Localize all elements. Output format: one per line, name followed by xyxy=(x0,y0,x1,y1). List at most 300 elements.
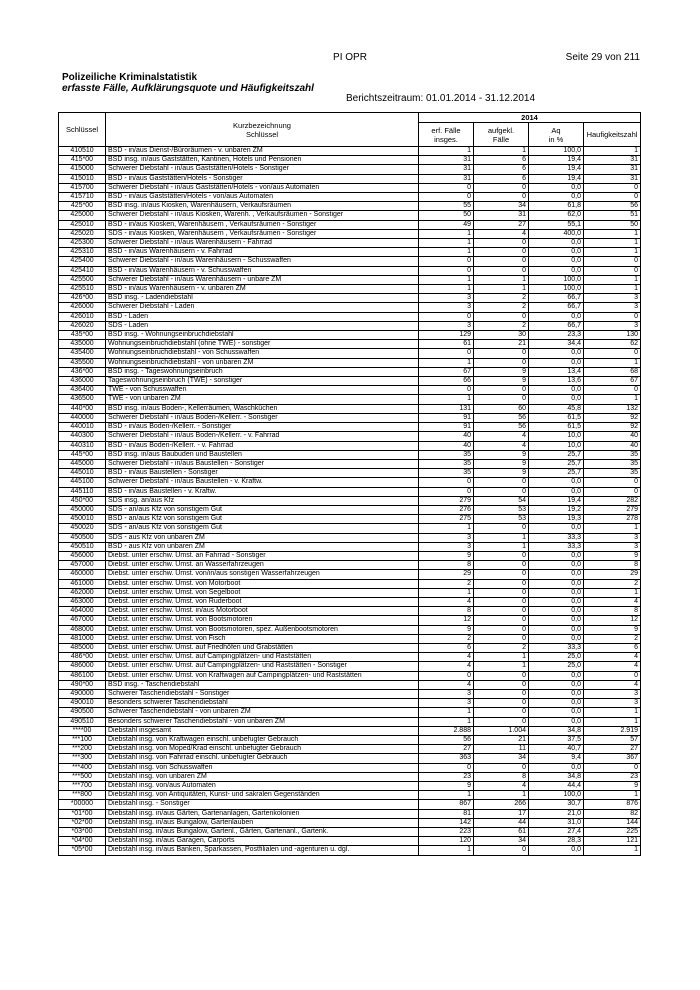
row-solved: 0 xyxy=(474,607,529,616)
row-description: Schwerer Diebstahl - in/aus Kiosken, Warenh. , Verkaufsräumen - Sonstiger xyxy=(106,211,419,220)
row-description: BSD - in/aus Boden-/Kellerr. - Sonstiger xyxy=(106,423,419,432)
row-clearance-rate: 66,7 xyxy=(529,321,584,330)
row-description: Diebstahl insg. von Schusswaffen xyxy=(106,763,419,772)
row-description: BSD - in/aus Dienst-/Büroräumen - v. unbaren ZM xyxy=(106,147,419,156)
row-clearance-rate: 100,0 xyxy=(529,285,584,294)
row-solved: 34 xyxy=(474,754,529,763)
row-description: SDS - an/aus Kfz von sonstigem Gut xyxy=(106,505,419,514)
row-description: BSD - in/aus Warenhäusern - v. Schusswaffen xyxy=(106,266,419,275)
table-row xyxy=(59,607,641,616)
row-frequency: 8 xyxy=(584,561,641,570)
row-frequency: 57 xyxy=(584,736,641,745)
row-clearance-rate: 0,0 xyxy=(529,616,584,625)
table-row xyxy=(59,662,641,671)
row-frequency: 1 xyxy=(584,358,641,367)
row-description: Diebstahl insg. von unbaren ZM xyxy=(106,772,419,781)
row-key: 440300 xyxy=(59,432,106,441)
row-clearance-rate: 0,0 xyxy=(529,680,584,689)
row-clearance-rate: 61,5 xyxy=(529,413,584,422)
row-cases: 1 xyxy=(419,524,474,533)
row-solved: 0 xyxy=(474,708,529,717)
row-clearance-rate: 34,8 xyxy=(529,726,584,735)
report-subtitle: erfasste Fälle, Aufklärungsquote und Häufigkeitszahl xyxy=(62,83,314,94)
row-solved: 21 xyxy=(474,340,529,349)
row-frequency: 92 xyxy=(584,423,641,432)
row-frequency: 29 xyxy=(584,570,641,579)
row-solved: 0 xyxy=(474,524,529,533)
table-row xyxy=(59,542,641,551)
row-frequency: 8 xyxy=(584,607,641,616)
table-row xyxy=(59,533,641,542)
row-solved: 1 xyxy=(474,285,529,294)
table-row xyxy=(59,726,641,735)
row-solved: 2 xyxy=(474,303,529,312)
table-row xyxy=(59,331,641,340)
row-clearance-rate: 25,0 xyxy=(529,662,584,671)
row-cases: 0 xyxy=(419,349,474,358)
row-key: 436400 xyxy=(59,386,106,395)
table-row xyxy=(59,266,641,275)
table-row xyxy=(59,754,641,763)
row-cases: 120 xyxy=(419,837,474,846)
row-description: Diebst. unter erschw. Umst. von/in/aus sonstigen Wasserfahrzeugen xyxy=(106,570,419,579)
row-clearance-rate: 0,0 xyxy=(529,395,584,404)
row-cases: 35 xyxy=(419,450,474,459)
row-frequency: 68 xyxy=(584,367,641,376)
row-key: *03*00 xyxy=(59,828,106,837)
row-clearance-rate: 0,0 xyxy=(529,671,584,680)
row-key: ***400 xyxy=(59,763,106,772)
row-frequency: 278 xyxy=(584,515,641,524)
row-cases: 1 xyxy=(419,846,474,855)
row-key: 445110 xyxy=(59,487,106,496)
row-clearance-rate: 31,0 xyxy=(529,818,584,827)
row-key: ****00 xyxy=(59,726,106,735)
row-clearance-rate: 13,4 xyxy=(529,367,584,376)
row-cases: 275 xyxy=(419,515,474,524)
row-cases: 67 xyxy=(419,367,474,376)
row-description: Diebstahl insg. in/aus Garagen, Carports xyxy=(106,837,419,846)
row-cases: 0 xyxy=(419,266,474,275)
row-cases: 1 xyxy=(419,791,474,800)
row-cases: 1 xyxy=(419,395,474,404)
row-frequency: 67 xyxy=(584,377,641,386)
row-solved: 8 xyxy=(474,772,529,781)
column-header-frequency: Haufigkeitszahl xyxy=(584,123,641,147)
row-clearance-rate: 0,0 xyxy=(529,358,584,367)
row-frequency: 1 xyxy=(584,239,641,248)
row-frequency: 225 xyxy=(584,828,641,837)
row-frequency: 0 xyxy=(584,478,641,487)
row-description: Diebstahl insg. - Sonstiger xyxy=(106,800,419,809)
row-clearance-rate: 33,3 xyxy=(529,542,584,551)
row-solved: 1 xyxy=(474,662,529,671)
table-row xyxy=(59,367,641,376)
column-header-solved xyxy=(474,123,529,147)
statistics-table xyxy=(58,112,641,856)
table-row xyxy=(59,413,641,422)
row-key: 425410 xyxy=(59,266,106,275)
row-key: 445010 xyxy=(59,469,106,478)
row-cases: 363 xyxy=(419,754,474,763)
row-description: Diebst. unter erschw. Umst. von Ruderboot xyxy=(106,597,419,606)
row-key: 435500 xyxy=(59,358,106,367)
row-key: *04*00 xyxy=(59,837,106,846)
row-key: 415*00 xyxy=(59,156,106,165)
table-row xyxy=(59,312,641,321)
row-clearance-rate: 9,4 xyxy=(529,754,584,763)
row-description: BSD - in/aus Kiosken, Warenhäusern , Verkaufsräumen - Sonstiger xyxy=(106,220,419,229)
table-row xyxy=(59,459,641,468)
row-key: 445000 xyxy=(59,459,106,468)
table-row xyxy=(59,441,641,450)
table-row xyxy=(59,809,641,818)
row-frequency: 92 xyxy=(584,413,641,422)
row-clearance-rate: 19,2 xyxy=(529,505,584,514)
row-solved: 0 xyxy=(474,487,529,496)
row-frequency: 0 xyxy=(584,671,641,680)
row-description: Diebst. unter erschw. Umst. von Fisch xyxy=(106,634,419,643)
table-row xyxy=(59,791,641,800)
row-description: Schwerer Diebstahl - in/aus Warenhäusern - Schusswaffen xyxy=(106,257,419,266)
row-frequency: 3 xyxy=(584,303,641,312)
row-key: 490500 xyxy=(59,708,106,717)
row-frequency: 132 xyxy=(584,404,641,413)
row-key: 490010 xyxy=(59,699,106,708)
row-solved: 0 xyxy=(474,616,529,625)
row-key: 486000 xyxy=(59,662,106,671)
row-cases: 35 xyxy=(419,469,474,478)
row-cases: 3 xyxy=(419,303,474,312)
table-row xyxy=(59,321,641,330)
row-clearance-rate: 10,0 xyxy=(529,441,584,450)
row-solved: 0 xyxy=(474,193,529,202)
row-frequency: 0 xyxy=(584,349,641,358)
row-frequency: 876 xyxy=(584,800,641,809)
row-solved: 56 xyxy=(474,423,529,432)
row-cases: 8 xyxy=(419,607,474,616)
row-cases: 9 xyxy=(419,551,474,560)
row-solved: 61 xyxy=(474,828,529,837)
row-solved: 21 xyxy=(474,736,529,745)
row-description: BSD insg. - Taschendiebstahl xyxy=(106,680,419,689)
row-cases: 3 xyxy=(419,542,474,551)
row-solved: 4 xyxy=(474,229,529,238)
row-key: 456000 xyxy=(59,551,106,560)
table-row xyxy=(59,772,641,781)
row-solved: 0 xyxy=(474,846,529,855)
row-solved: 0 xyxy=(474,395,529,404)
row-cases: 91 xyxy=(419,413,474,422)
row-solved: 0 xyxy=(474,634,529,643)
row-clearance-rate: 400,0 xyxy=(529,229,584,238)
row-clearance-rate: 0,0 xyxy=(529,717,584,726)
row-key: 425310 xyxy=(59,248,106,257)
row-clearance-rate: 13,6 xyxy=(529,377,584,386)
table-row xyxy=(59,496,641,505)
table-row xyxy=(59,478,641,487)
row-cases: 1 xyxy=(419,239,474,248)
row-clearance-rate: 28,3 xyxy=(529,837,584,846)
row-key: 415700 xyxy=(59,183,106,192)
column-header-solved-line1: aufgekl. xyxy=(487,125,515,135)
table-row xyxy=(59,653,641,662)
row-key: 486100 xyxy=(59,671,106,680)
row-description: BSD - aus Kfz von unbaren ZM xyxy=(106,542,419,551)
row-frequency: 1 xyxy=(584,791,641,800)
row-frequency: 35 xyxy=(584,469,641,478)
row-solved: 0 xyxy=(474,588,529,597)
row-solved: 0 xyxy=(474,478,529,487)
row-cases: 1 xyxy=(419,358,474,367)
row-description: Schwerer Diebstahl - in/aus Gaststätten/Hotels - Sonstiger xyxy=(106,165,419,174)
row-solved: 0 xyxy=(474,671,529,680)
row-frequency: 367 xyxy=(584,754,641,763)
column-header-description xyxy=(106,113,419,147)
row-frequency: 1 xyxy=(584,395,641,404)
row-frequency: 35 xyxy=(584,450,641,459)
row-cases: 8 xyxy=(419,561,474,570)
row-clearance-rate: 25,7 xyxy=(529,450,584,459)
row-key: 450510 xyxy=(59,542,106,551)
row-cases: 50 xyxy=(419,211,474,220)
row-key: 425010 xyxy=(59,220,106,229)
row-solved: 2 xyxy=(474,294,529,303)
column-header-aq-line1: Aq xyxy=(551,125,561,135)
table-row xyxy=(59,404,641,413)
row-clearance-rate: 33,3 xyxy=(529,643,584,652)
table-row xyxy=(59,680,641,689)
row-key: 463000 xyxy=(59,597,106,606)
row-description: Diebst. unter erschw. Umst. auf Campingplätzen- und Raststätten - Sonstiger xyxy=(106,662,419,671)
row-clearance-rate: 0,0 xyxy=(529,487,584,496)
row-key: 461000 xyxy=(59,579,106,588)
row-frequency: 40 xyxy=(584,432,641,441)
row-description: BSD insg. - Ladendiebstahl xyxy=(106,294,419,303)
table-row xyxy=(59,717,641,726)
row-description: TWE - von unbaren ZM xyxy=(106,395,419,404)
row-description: Diebstahl insg. von Fahrrad einschl. unbefugter Gebrauch xyxy=(106,754,419,763)
row-clearance-rate: 19,4 xyxy=(529,174,584,183)
row-frequency: 1 xyxy=(584,846,641,855)
row-cases: 31 xyxy=(419,156,474,165)
row-key: *05*00 xyxy=(59,846,106,855)
row-key: 490000 xyxy=(59,689,106,698)
row-description: Diebst. unter erschw. Umst. von Kraftwagen auf Campingplätzen- und Raststätten xyxy=(106,671,419,680)
row-solved: 17 xyxy=(474,809,529,818)
row-cases: 1 xyxy=(419,229,474,238)
row-description: SDS - an/aus Kfz von sonstigem Gut xyxy=(106,524,419,533)
row-cases: 81 xyxy=(419,809,474,818)
column-header-solved-line2: Fälle xyxy=(492,134,510,144)
row-clearance-rate: 40,7 xyxy=(529,745,584,754)
row-solved: 0 xyxy=(474,386,529,395)
row-frequency: 0 xyxy=(584,257,641,266)
row-key: 445100 xyxy=(59,478,106,487)
row-clearance-rate: 21,0 xyxy=(529,809,584,818)
row-clearance-rate: 33,3 xyxy=(529,533,584,542)
table-row xyxy=(59,782,641,791)
row-clearance-rate: 61,8 xyxy=(529,202,584,211)
row-cases: 0 xyxy=(419,193,474,202)
table-row xyxy=(59,423,641,432)
row-cases: 131 xyxy=(419,404,474,413)
row-cases: 3 xyxy=(419,699,474,708)
row-key: 435000 xyxy=(59,340,106,349)
row-description: BSD - in/aus Warenhäusern - v. unbaren ZM xyxy=(106,285,419,294)
row-clearance-rate: 0,0 xyxy=(529,183,584,192)
table-row xyxy=(59,432,641,441)
table-row xyxy=(59,551,641,560)
row-frequency: 31 xyxy=(584,174,641,183)
row-cases: 0 xyxy=(419,257,474,266)
row-description: Wohnungseinbruchdiebstahl - von Schusswaffen xyxy=(106,349,419,358)
row-solved: 0 xyxy=(474,358,529,367)
row-frequency: 121 xyxy=(584,837,641,846)
row-frequency: 144 xyxy=(584,818,641,827)
row-solved: 34 xyxy=(474,202,529,211)
row-clearance-rate: 0,0 xyxy=(529,597,584,606)
row-solved: 0 xyxy=(474,257,529,266)
row-frequency: 1 xyxy=(584,285,641,294)
row-cases: 2.888 xyxy=(419,726,474,735)
table-row xyxy=(59,156,641,165)
row-solved: 9 xyxy=(474,377,529,386)
row-clearance-rate: 19,4 xyxy=(529,496,584,505)
row-clearance-rate: 45,8 xyxy=(529,404,584,413)
row-cases: 129 xyxy=(419,331,474,340)
row-key: 425400 xyxy=(59,257,106,266)
row-description: BSD - an/aus Kfz von sonstigem Gut xyxy=(106,515,419,524)
table-row xyxy=(59,469,641,478)
table-row xyxy=(59,340,641,349)
row-description: SDS - aus Kfz von unbaren ZM xyxy=(106,533,419,542)
row-key: 450000 xyxy=(59,505,106,514)
row-cases: 4 xyxy=(419,653,474,662)
row-key: 440010 xyxy=(59,423,106,432)
row-description: SDS - in/aus Kiosken, Warenhäusern , Verkaufsräumen - Sonstiger xyxy=(106,229,419,238)
column-header-cases-line2: insges. xyxy=(434,134,458,144)
table-row xyxy=(59,597,641,606)
row-key: 485000 xyxy=(59,643,106,652)
row-frequency: 3 xyxy=(584,533,641,542)
table-row xyxy=(59,634,641,643)
row-key: 450010 xyxy=(59,515,106,524)
row-clearance-rate: 0,0 xyxy=(529,570,584,579)
table-row xyxy=(59,303,641,312)
row-cases: 2 xyxy=(419,579,474,588)
table-row xyxy=(59,616,641,625)
row-key: *02*00 xyxy=(59,818,106,827)
row-frequency: 2 xyxy=(584,634,641,643)
row-description: BSD - in/aus Gaststätten/Hotels - Sonstiger xyxy=(106,174,419,183)
table-row xyxy=(59,524,641,533)
row-frequency: 4 xyxy=(584,597,641,606)
row-solved: 4 xyxy=(474,441,529,450)
row-clearance-rate: 0,0 xyxy=(529,478,584,487)
row-frequency: 82 xyxy=(584,809,641,818)
row-description: Diebstahl insgesamt xyxy=(106,726,419,735)
row-clearance-rate: 100,0 xyxy=(529,791,584,800)
row-key: *01*00 xyxy=(59,809,106,818)
row-cases: 61 xyxy=(419,340,474,349)
row-solved: 2 xyxy=(474,321,529,330)
row-frequency: 279 xyxy=(584,505,641,514)
row-solved: 9 xyxy=(474,367,529,376)
row-description: Schwerer Diebstahl - in/aus Warenhäusern - Fahrrad xyxy=(106,239,419,248)
row-clearance-rate: 0,0 xyxy=(529,312,584,321)
row-solved: 27 xyxy=(474,220,529,229)
row-cases: 40 xyxy=(419,432,474,441)
row-solved: 4 xyxy=(474,432,529,441)
row-clearance-rate: 55,1 xyxy=(529,220,584,229)
row-cases: 6 xyxy=(419,643,474,652)
table-row xyxy=(59,736,641,745)
row-clearance-rate: 19,3 xyxy=(529,515,584,524)
row-key: 425300 xyxy=(59,239,106,248)
row-clearance-rate: 23,3 xyxy=(529,331,584,340)
row-cases: 29 xyxy=(419,570,474,579)
row-frequency: 0 xyxy=(584,763,641,772)
reporting-period: Berichtszeitraum: 01.01.2014 - 31.12.2014 xyxy=(346,93,536,104)
row-clearance-rate: 25,7 xyxy=(529,469,584,478)
row-clearance-rate: 66,7 xyxy=(529,294,584,303)
row-frequency: 4 xyxy=(584,680,641,689)
table-row xyxy=(59,561,641,570)
table-row xyxy=(59,211,641,220)
table-row xyxy=(59,358,641,367)
row-description: Besonders schwerer Taschendiebstahl - von unbaren ZM xyxy=(106,717,419,726)
row-frequency: 50 xyxy=(584,220,641,229)
row-frequency: 1 xyxy=(584,708,641,717)
row-description: BSD insg. - Wohnungseinbruchdiebstahl xyxy=(106,331,419,340)
row-clearance-rate: 0,0 xyxy=(529,266,584,275)
row-frequency: 1 xyxy=(584,524,641,533)
row-description: TWE - von Schusswaffen xyxy=(106,386,419,395)
row-description: Diebstahl insg. von Antiquitäten, Kunst- und sakralen Gegenständen xyxy=(106,791,419,800)
row-cases: 276 xyxy=(419,505,474,514)
row-clearance-rate: 37,5 xyxy=(529,736,584,745)
row-cases: 4 xyxy=(419,680,474,689)
row-key: 435*00 xyxy=(59,331,106,340)
table-row xyxy=(59,174,641,183)
row-key: 436*00 xyxy=(59,367,106,376)
row-clearance-rate: 62,0 xyxy=(529,211,584,220)
row-frequency: 3 xyxy=(584,542,641,551)
row-description: BSD insg. in/aus Gaststätten, Kantinen, Hotels und Pensionen xyxy=(106,156,419,165)
row-cases: 1 xyxy=(419,275,474,284)
row-key: 450*00 xyxy=(59,496,106,505)
row-clearance-rate: 0,0 xyxy=(529,579,584,588)
report-code: PI OPR xyxy=(333,52,367,63)
row-cases: 1 xyxy=(419,248,474,257)
row-frequency: 0 xyxy=(584,386,641,395)
row-frequency: 1 xyxy=(584,229,641,238)
row-frequency: 1 xyxy=(584,717,641,726)
row-key: 467000 xyxy=(59,616,106,625)
row-key: 425020 xyxy=(59,229,106,238)
row-key: 410510 xyxy=(59,147,106,156)
row-description: Diebstahl insg. in/aus Banken, Sparkassen, Postfilialen und -agenturen u. dgl. xyxy=(106,846,419,855)
row-description: Schwerer Diebstahl - Laden xyxy=(106,303,419,312)
table-row xyxy=(59,377,641,386)
row-cases: 23 xyxy=(419,772,474,781)
row-frequency: 1 xyxy=(584,147,641,156)
row-solved: 0 xyxy=(474,239,529,248)
row-key: 440000 xyxy=(59,413,106,422)
row-key: ***300 xyxy=(59,754,106,763)
row-description: BSD - in/aus Boden-/Kellerr. - v. Fahrrad xyxy=(106,441,419,450)
